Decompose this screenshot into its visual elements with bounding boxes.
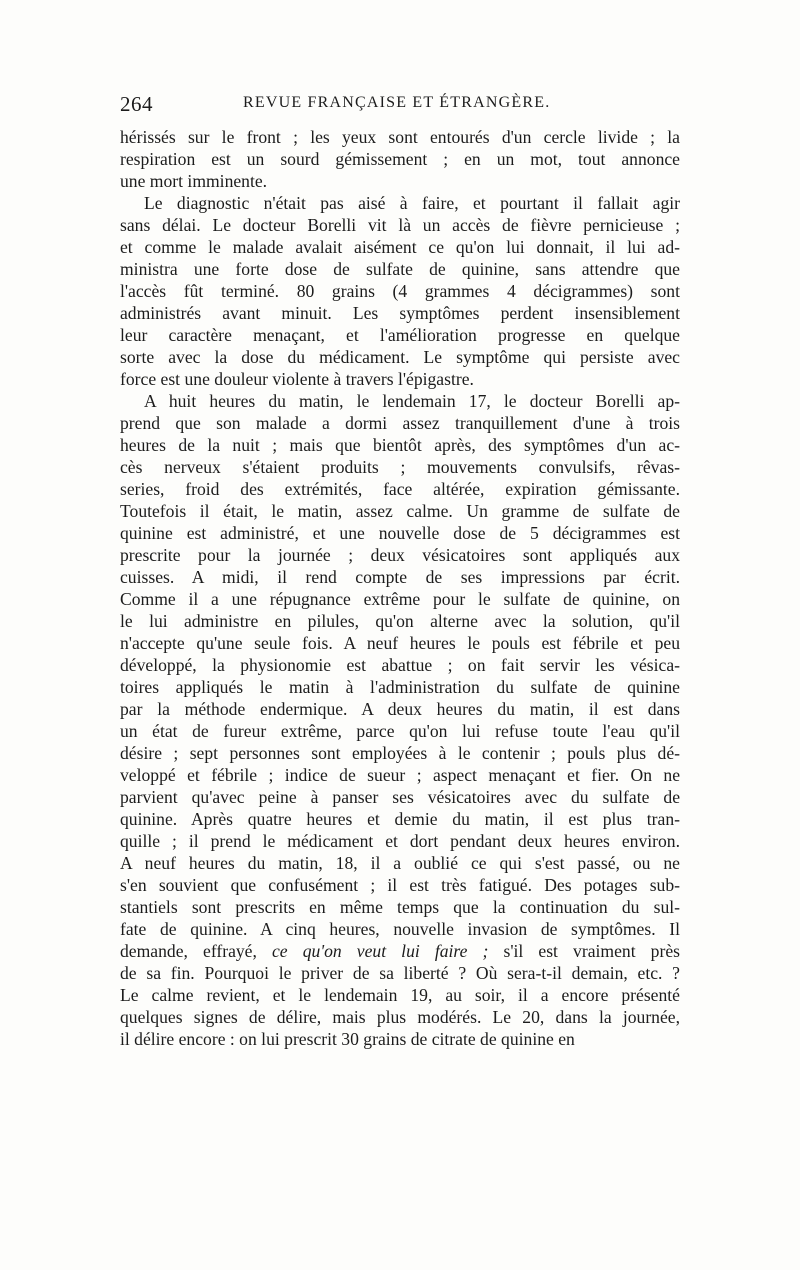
- text-line: fate de quinine. A cinq heures, nouvelle invasion de symptômes. Il: [120, 919, 680, 939]
- text-line: désire ; sept personnes sont employées à le contenir ; pouls plus dé-: [120, 743, 680, 763]
- text-line: n'accepte qu'une seule fois. A neuf heures le pouls est fébrile et peu: [120, 633, 680, 653]
- text-line: Comme il a une répugnance extrême pour le sulfate de quinine, on: [120, 589, 680, 609]
- text-line: force est une douleur violente à travers l'épigastre.: [120, 369, 474, 389]
- text-line: une mort imminente.: [120, 171, 268, 191]
- text-line: et comme le malade avalait aisément ce qu'on lui donnait, il lui ad-: [120, 237, 680, 257]
- text-line: le lui administre en pilules, qu'on alterne avec la solution, qu'il: [120, 611, 680, 631]
- text-line: quelques signes de délire, mais plus modérés. Le 20, dans la journée,: [120, 1007, 680, 1027]
- text-line: A neuf heures du matin, 18, il a oublié ce qui s'est passé, ou ne: [120, 853, 680, 873]
- text-line: quinine. Après quatre heures et demie du matin, il est plus tran-: [120, 809, 680, 829]
- page-number: 264: [120, 92, 153, 116]
- text-line: administrés avant minuit. Les symptômes perdent insensiblement: [120, 303, 680, 323]
- text-line: l'accès fût terminé. 80 grains (4 grammes 4 décigrammes) sont: [120, 281, 680, 301]
- text-line: de sa fin. Pourquoi le priver de sa liberté ? Où sera-t-il demain, etc. ?: [120, 963, 680, 983]
- running-head: [120, 92, 680, 116]
- text-line: veloppé et fébrile ; indice de sueur ; aspect menaçant et fier. On ne: [120, 765, 680, 785]
- text-line: il délire encore : on lui prescrit 30 grains de citrate de quinine en: [120, 1029, 575, 1049]
- text-line: stantiels sont prescrits en même temps que la continuation du sul-: [120, 897, 680, 917]
- text-line: toires appliqués le matin à l'administration du sulfate de quinine: [120, 677, 680, 697]
- text-line: sans délai. Le docteur Borelli vit là un accès de fièvre pernicieuse ;: [120, 215, 680, 235]
- italic-phrase: ce qu'on veut lui faire ;: [272, 941, 489, 961]
- text-line: cès nerveux s'étaient produits ; mouvements convulsifs, rêvas-: [120, 457, 680, 477]
- text-line: développé, la physionomie est abattue ; on fait servir les vésica-: [120, 655, 680, 675]
- body-text: [120, 126, 680, 1050]
- text-line: demande, effrayé, ce qu'on veut lui faire ; s'il est vraiment près: [120, 941, 680, 961]
- text-line: sorte avec la dose du médicament. Le symptôme qui persiste avec: [120, 347, 680, 367]
- text-line: heures de la nuit ; mais que bientôt après, des symptômes d'un ac-: [120, 435, 680, 455]
- text-line: s'en souvient que confusément ; il est très fatigué. Des potages sub-: [120, 875, 680, 895]
- text-line: leur caractère menaçant, et l'amélioration progresse en quelque: [120, 325, 680, 345]
- text-line: quinine est administré, et une nouvelle dose de 5 décigrammes est: [120, 523, 680, 543]
- text-line: A huit heures du matin, le lendemain 17, le docteur Borelli ap-: [144, 391, 680, 411]
- text-line: respiration est un sourd gémissement ; en un mot, tout annonce: [120, 149, 680, 169]
- text-line: hérissés sur le front ; les yeux sont entourés d'un cercle livide ; la: [120, 127, 680, 147]
- text-line: Toutefois il était, le matin, assez calme. Un gramme de sulfate de: [120, 501, 680, 521]
- text-line: prescrite pour la journée ; deux vésicatoires sont appliqués aux: [120, 545, 680, 565]
- text-line: prend que son malade a dormi assez tranquillement d'une à trois: [120, 413, 680, 433]
- text-line: Le diagnostic n'était pas aisé à faire, et pourtant il fallait agir: [144, 193, 680, 213]
- text-line: Le calme revient, et le lendemain 19, au soir, il a encore présenté: [120, 985, 680, 1005]
- running-title: REVUE FRANÇAISE ET ÉTRANGÈRE.: [243, 94, 551, 111]
- text-line: un état de fureur extrême, parce qu'on lui refuse toute l'eau qu'il: [120, 721, 680, 741]
- text-line: parvient qu'avec peine à panser ses vésicatoires avec du sulfate de: [120, 787, 680, 807]
- text-line: quille ; il prend le médicament et dort pendant deux heures environ.: [120, 831, 680, 851]
- text-line: par la méthode endermique. A deux heures du matin, il est dans: [120, 699, 680, 719]
- text-line: cuisses. A midi, il rend compte de ses impressions par écrit.: [120, 567, 680, 587]
- text-line: series, froid des extrémités, face altérée, expiration gémissante.: [120, 479, 680, 499]
- text-line: ministra une forte dose de sulfate de quinine, sans attendre que: [120, 259, 680, 279]
